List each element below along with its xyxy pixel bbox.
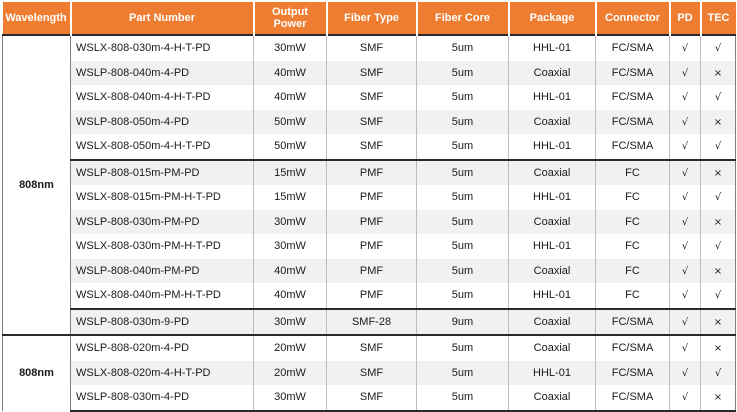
- connector-cell: FC/SMA: [596, 335, 670, 361]
- package-cell: Coaxial: [509, 335, 596, 361]
- tec-cell: [701, 259, 736, 284]
- package-cell: Coaxial: [509, 61, 596, 86]
- fiber-core-cell: 5um: [417, 385, 509, 411]
- part-number-cell: WSLX-808-030m-4-H-T-PD: [71, 35, 254, 61]
- fiber-core-cell: 5um: [417, 259, 509, 284]
- part-number-cell: WSLX-808-050m-4-H-T-PD: [71, 134, 254, 160]
- fiber-type-cell: SMF: [327, 134, 417, 160]
- check-icon: √: [681, 265, 689, 277]
- header-part-number: Part Number: [71, 2, 254, 35]
- tec-cell: [701, 185, 736, 210]
- check-icon: √: [681, 290, 689, 302]
- fiber-type-cell: PMF: [327, 160, 417, 186]
- connector-cell: FC: [596, 185, 670, 210]
- check-icon: √: [714, 241, 722, 253]
- table-row: [3, 110, 736, 135]
- table-row: [3, 234, 736, 259]
- package-cell: HHL-01: [509, 361, 596, 386]
- connector-cell: FC/SMA: [596, 35, 670, 61]
- package-cell: Coaxial: [509, 309, 596, 336]
- tec-cell: [701, 61, 736, 86]
- pd-cell: [670, 309, 701, 336]
- output-power-cell: 30mW: [254, 385, 327, 411]
- tec-cell: [701, 110, 736, 135]
- cross-icon: ×: [713, 316, 723, 328]
- fiber-type-cell: PMF: [327, 210, 417, 235]
- fiber-core-cell: 5um: [417, 160, 509, 186]
- connector-cell: FC/SMA: [596, 85, 670, 110]
- part-number-cell: WSLP-808-015m-PM-PD: [71, 160, 254, 186]
- package-cell: HHL-01: [509, 185, 596, 210]
- pd-cell: [670, 385, 701, 411]
- output-power-cell: 50mW: [254, 110, 327, 135]
- package-cell: HHL-01: [509, 134, 596, 160]
- cross-icon: ×: [713, 216, 723, 228]
- table-row: [3, 259, 736, 284]
- fiber-type-cell: SMF: [327, 385, 417, 411]
- package-cell: HHL-01: [509, 283, 596, 309]
- check-icon: √: [681, 43, 689, 55]
- connector-cell: FC: [596, 210, 670, 235]
- tec-cell: [701, 210, 736, 235]
- table-row: [3, 361, 736, 386]
- fiber-core-cell: 5um: [417, 61, 509, 86]
- wavelength-cell: 808nm: [3, 35, 71, 335]
- output-power-cell: 40mW: [254, 283, 327, 309]
- wavelength-cell: 808nm: [3, 335, 71, 411]
- tec-cell: [701, 309, 736, 336]
- check-icon: √: [714, 141, 722, 153]
- pd-cell: [670, 160, 701, 186]
- fiber-type-cell: PMF: [327, 185, 417, 210]
- output-power-cell: 20mW: [254, 335, 327, 361]
- check-icon: √: [681, 67, 689, 79]
- pd-cell: [670, 85, 701, 110]
- tec-cell: [701, 160, 736, 186]
- output-power-cell: 40mW: [254, 61, 327, 86]
- part-number-cell: WSLP-808-040m-PM-PD: [71, 259, 254, 284]
- connector-cell: FC/SMA: [596, 385, 670, 411]
- connector-cell: FC: [596, 283, 670, 309]
- pd-cell: [670, 361, 701, 386]
- fiber-type-cell: SMF: [327, 335, 417, 361]
- part-number-cell: WSLX-808-020m-4-H-T-PD: [71, 361, 254, 386]
- cross-icon: ×: [713, 392, 723, 404]
- pd-cell: [670, 234, 701, 259]
- output-power-cell: 30mW: [254, 35, 327, 61]
- package-cell: HHL-01: [509, 234, 596, 259]
- fiber-type-cell: SMF: [327, 361, 417, 386]
- pd-cell: [670, 35, 701, 61]
- connector-cell: FC: [596, 234, 670, 259]
- fiber-core-cell: 5um: [417, 185, 509, 210]
- cross-icon: ×: [713, 265, 723, 277]
- pd-cell: [670, 335, 701, 361]
- fiber-type-cell: PMF: [327, 259, 417, 284]
- tec-cell: [701, 85, 736, 110]
- package-cell: HHL-01: [509, 35, 596, 61]
- fiber-core-cell: 5um: [417, 134, 509, 160]
- fiber-core-cell: 5um: [417, 210, 509, 235]
- product-table: [2, 2, 736, 412]
- output-power-cell: 30mW: [254, 210, 327, 235]
- part-number-cell: WSLX-808-040m-PM-H-T-PD: [71, 283, 254, 309]
- tec-cell: [701, 283, 736, 309]
- fiber-core-cell: 9um: [417, 309, 509, 336]
- table-row: [3, 309, 736, 336]
- part-number-cell: WSLP-808-040m-4-PD: [71, 61, 254, 86]
- table-row: [3, 210, 736, 235]
- cross-icon: ×: [713, 116, 723, 128]
- fiber-type-cell: SMF: [327, 61, 417, 86]
- check-icon: √: [681, 392, 689, 404]
- part-number-cell: WSLP-808-020m-4-PD: [71, 335, 254, 361]
- check-icon: √: [681, 216, 689, 228]
- connector-cell: FC/SMA: [596, 361, 670, 386]
- part-number-cell: WSLX-808-030m-PM-H-T-PD: [71, 234, 254, 259]
- part-number-cell: WSLP-808-030m-9-PD: [71, 309, 254, 336]
- check-icon: √: [681, 116, 689, 128]
- output-power-cell: 40mW: [254, 259, 327, 284]
- fiber-core-cell: 5um: [417, 361, 509, 386]
- pd-cell: [670, 210, 701, 235]
- check-icon: √: [714, 367, 722, 379]
- output-power-cell: 30mW: [254, 234, 327, 259]
- header-connector: Connector: [596, 2, 670, 35]
- package-cell: Coaxial: [509, 385, 596, 411]
- fiber-type-cell: PMF: [327, 234, 417, 259]
- check-icon: √: [681, 192, 689, 204]
- tec-cell: [701, 335, 736, 361]
- connector-cell: FC/SMA: [596, 61, 670, 86]
- pd-cell: [670, 134, 701, 160]
- output-power-cell: 30mW: [254, 309, 327, 336]
- connector-cell: FC/SMA: [596, 134, 670, 160]
- table-row: [3, 134, 736, 160]
- table-row: [3, 61, 736, 86]
- cross-icon: ×: [713, 167, 723, 179]
- header-pd: PD: [670, 2, 701, 35]
- fiber-type-cell: SMF: [327, 85, 417, 110]
- package-cell: Coaxial: [509, 160, 596, 186]
- fiber-type-cell: PMF: [327, 283, 417, 309]
- pd-cell: [670, 110, 701, 135]
- connector-cell: FC/SMA: [596, 110, 670, 135]
- fiber-core-cell: 5um: [417, 283, 509, 309]
- tec-cell: [701, 361, 736, 386]
- tec-cell: [701, 35, 736, 61]
- table-row: [3, 85, 736, 110]
- check-icon: √: [714, 92, 722, 104]
- connector-cell: FC: [596, 259, 670, 284]
- check-icon: √: [681, 367, 689, 379]
- part-number-cell: WSLP-808-030m-4-PD: [71, 385, 254, 411]
- output-power-cell: 15mW: [254, 185, 327, 210]
- part-number-cell: WSLX-808-040m-4-H-T-PD: [71, 85, 254, 110]
- fiber-core-cell: 5um: [417, 35, 509, 61]
- check-icon: √: [681, 316, 689, 328]
- header-fiber-core: Fiber Core: [417, 2, 509, 35]
- header-wavelength: Wavelength: [3, 2, 71, 35]
- part-number-cell: WSLP-808-030m-PM-PD: [71, 210, 254, 235]
- tec-cell: [701, 134, 736, 160]
- header-package: Package: [509, 2, 596, 35]
- table-body: [3, 35, 736, 411]
- table-row: [3, 385, 736, 411]
- tec-cell: [701, 385, 736, 411]
- fiber-type-cell: SMF: [327, 110, 417, 135]
- check-icon: √: [681, 241, 689, 253]
- fiber-core-cell: 5um: [417, 335, 509, 361]
- fiber-core-cell: 5um: [417, 110, 509, 135]
- header-tec: TEC: [701, 2, 736, 35]
- output-power-cell: 20mW: [254, 361, 327, 386]
- table-row: [3, 160, 736, 186]
- header-fiber-type: Fiber Type: [327, 2, 417, 35]
- package-cell: HHL-01: [509, 85, 596, 110]
- fiber-type-cell: SMF: [327, 35, 417, 61]
- pd-cell: [670, 283, 701, 309]
- pd-cell: [670, 259, 701, 284]
- cross-icon: ×: [713, 67, 723, 79]
- package-cell: Coaxial: [509, 210, 596, 235]
- package-cell: Coaxial: [509, 110, 596, 135]
- connector-cell: FC: [596, 160, 670, 186]
- table-row: [3, 335, 736, 361]
- output-power-cell: 50mW: [254, 134, 327, 160]
- check-icon: √: [681, 167, 689, 179]
- check-icon: √: [714, 290, 722, 302]
- header-output-power: Output Power: [254, 2, 327, 35]
- check-icon: √: [714, 192, 722, 204]
- output-power-cell: 15mW: [254, 160, 327, 186]
- tec-cell: [701, 234, 736, 259]
- pd-cell: [670, 185, 701, 210]
- check-icon: √: [714, 43, 722, 55]
- fiber-type-cell: SMF-28: [327, 309, 417, 336]
- check-icon: √: [681, 141, 689, 153]
- part-number-cell: WSLX-808-015m-PM-H-T-PD: [71, 185, 254, 210]
- connector-cell: FC/SMA: [596, 309, 670, 336]
- check-icon: √: [681, 343, 689, 355]
- table-row: [3, 35, 736, 61]
- part-number-cell: WSLP-808-050m-4-PD: [71, 110, 254, 135]
- fiber-core-cell: 5um: [417, 234, 509, 259]
- output-power-cell: 40mW: [254, 85, 327, 110]
- table-row: [3, 283, 736, 309]
- fiber-core-cell: 5um: [417, 85, 509, 110]
- cross-icon: ×: [713, 343, 723, 355]
- check-icon: √: [681, 92, 689, 104]
- header-row: [3, 2, 736, 35]
- table-row: [3, 185, 736, 210]
- package-cell: Coaxial: [509, 259, 596, 284]
- pd-cell: [670, 61, 701, 86]
